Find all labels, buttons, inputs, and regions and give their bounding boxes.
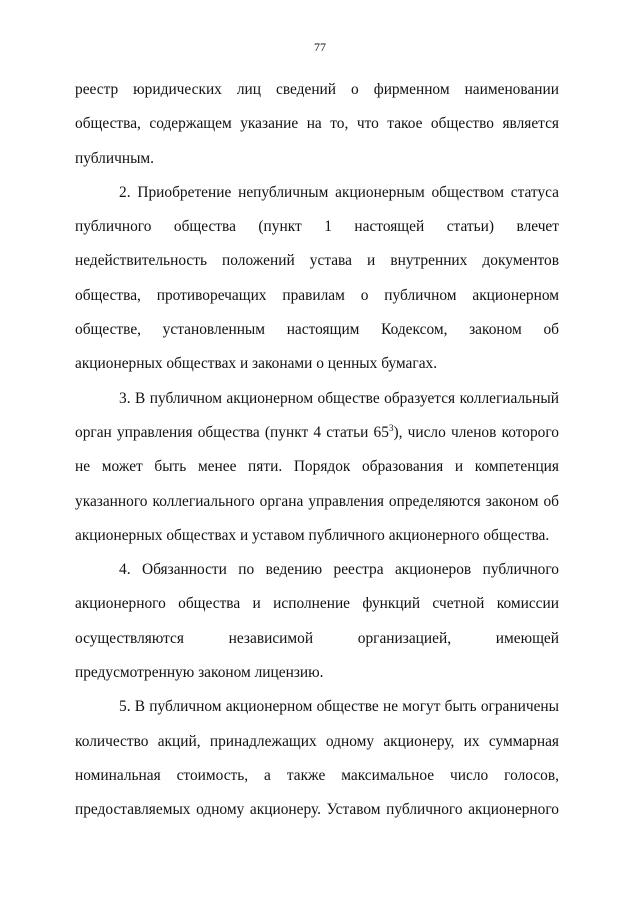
document-body (75, 73, 559, 828)
paragraph-4: 4. Обязанности по ведению реестра акционеров публичного акционерного общества и исполнение функций счетной комиссии осуществляются независимой организацией, имеющей предусмотренную законом лицензию. (75, 561, 559, 682)
paragraph-3-text-end: ), число членов которого не может быть менее пяти. Порядок образования и компетенция указанного коллегиального органа управления определяются законом об акционерных обществах и уставом публичного акционерного общества. (75, 423, 559, 544)
page-number: 77 (314, 40, 326, 54)
paragraph-3 (75, 382, 559, 553)
paragraph-3-text-start: 3. В публичном акционерном обществе образуется коллегиальный орган управления общества (пункт 4 статьи 65 (75, 389, 559, 441)
article-superscript: 3 (388, 422, 394, 433)
paragraph-5: 5. В публичном акционерном обществе не могут быть ограничены количество акций, принадлежащих одному акционеру, их суммарная номинальная стоимость, а также максимальное число голосов, предоставляемых одному акционеру. Уставом публичного акционерного (75, 698, 559, 819)
paragraph-1-continuation: реестр юридических лиц сведений о фирменном наименовании общества, содержащем указание на то, что такое общество является публичным. (75, 81, 559, 167)
paragraph-2: 2. Приобретение непубличным акционерным обществом статуса публичного общества (пункт 1 настоящей статьи) влечет недействительность положений устава и внутренних документов общества, противоречащих правилам о публичном акционерном обществе, установленным настоящим Кодексом, законом об акционерных обществах и законами о ценных бумагах. (75, 183, 559, 373)
